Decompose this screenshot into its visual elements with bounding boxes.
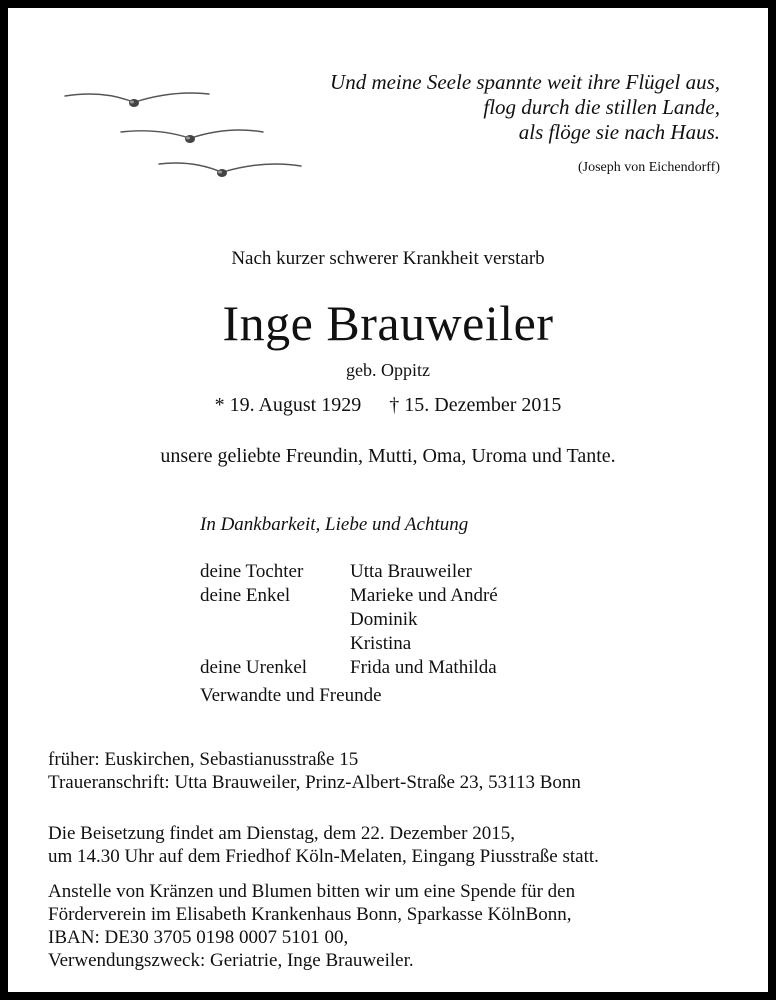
poem-author: (Joseph von Eichendorff) — [577, 160, 720, 175]
poem-line: Und meine Seele spannte weit ihre Flügel aus, — [330, 70, 720, 94]
relatives-and-friends: Verwandte und Freunde — [200, 685, 382, 706]
poem-line: als flöge sie nach Haus. — [518, 120, 720, 144]
mourning-address: Traueranschrift: Utta Brauweiler, Prinz-Albert-Straße 23, 53113 Bonn — [48, 772, 581, 793]
funeral-line: um 14.30 Uhr auf dem Friedhof Köln-Melaten, Eingang Piusstraße statt. — [48, 846, 599, 867]
donation-line: Anstelle von Kränzen und Blumen bitten wir um eine Spende für den — [48, 881, 576, 902]
life-dates — [8, 394, 768, 417]
mourner-relation — [200, 608, 350, 632]
former-address: früher: Euskirchen, Sebastianusstraße 15 — [48, 749, 359, 770]
funeral-line: Die Beisetzung findet am Dienstag, dem 22. Dezember 2015, — [48, 823, 515, 844]
donation-line: Förderverein im Elisabeth Krankenhaus Bonn, Sparkasse KölnBonn, — [48, 904, 572, 925]
mourner-row — [200, 632, 498, 656]
mourner-names: Utta Brauweiler — [350, 561, 472, 582]
mourner-row — [200, 560, 498, 584]
maiden-name: geb. Oppitz — [346, 360, 430, 380]
mourners-list — [200, 560, 498, 680]
mourner-names: Marieke und André — [350, 585, 498, 606]
mourner-row — [200, 584, 498, 608]
mourner-row — [200, 608, 498, 632]
mourner-names: Frida und Mathilda — [350, 657, 497, 678]
mourner-names: Kristina — [350, 633, 412, 654]
address-block — [48, 748, 581, 794]
relation-text: unsere geliebte Freundin, Mutti, Oma, Uroma und Tante. — [160, 445, 616, 467]
deceased-name: Inge Brauweiler — [222, 295, 554, 351]
donation-line: IBAN: DE30 3705 0198 0007 5101 00, — [48, 927, 349, 948]
mourner-names: Dominik — [350, 609, 418, 630]
funeral-info — [48, 822, 599, 868]
mourner-relation: deine Urenkel — [200, 657, 308, 678]
poem-line: flog durch die stillen Lande, — [483, 95, 720, 119]
mourner-relation — [200, 632, 350, 656]
mourner-row — [200, 656, 498, 680]
birth-date: * 19. August 1929 — [214, 394, 362, 416]
mourner-relation: deine Enkel — [200, 585, 291, 606]
death-date: † 15. Dezember 2015 — [389, 394, 562, 416]
poem-quote — [250, 70, 720, 180]
intro-text: Nach kurzer schwerer Krankheit verstarb — [231, 248, 545, 269]
mourner-relation: deine Tochter — [200, 561, 304, 582]
dedication-text: In Dankbarkeit, Liebe und Achtung — [200, 514, 469, 535]
donation-info — [48, 880, 575, 972]
donation-line: Verwendungszweck: Geriatrie, Inge Brauweiler. — [48, 950, 414, 971]
